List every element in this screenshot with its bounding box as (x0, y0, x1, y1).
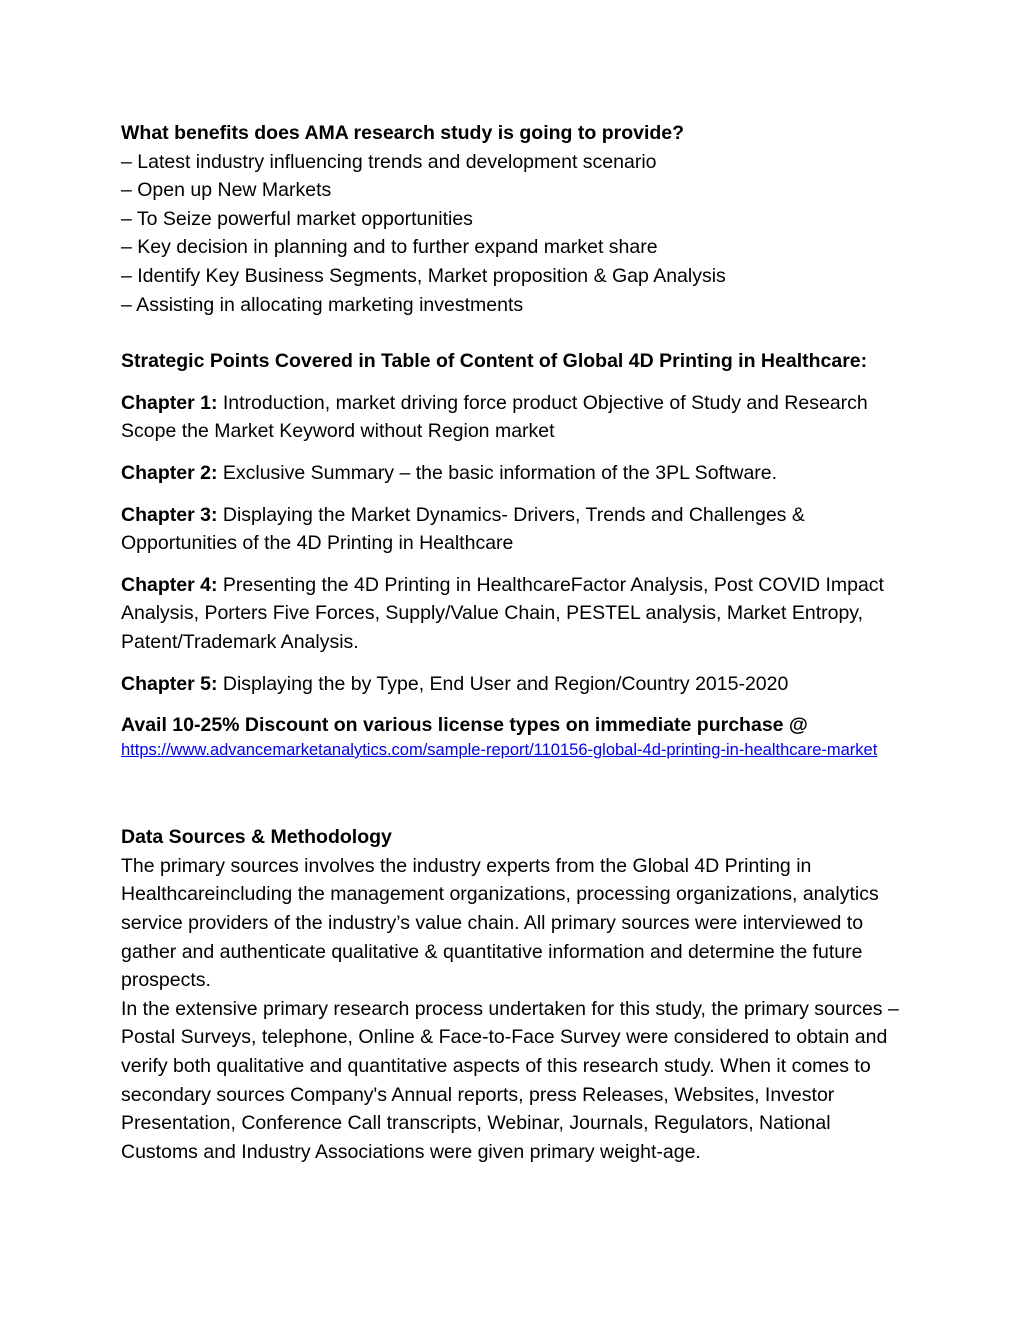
chapter-3 (121, 501, 911, 558)
chapter-label: Chapter 1: (121, 391, 218, 414)
methodology-paragraph: In the extensive primary research process undertaken for this study, the primary sources – Postal Surveys, telephone, Online & Face-to-Face Survey were considered to obtain and verify both qualitative and quantitative aspects of this research study. When it comes to secondary sources Company's Annual reports, press Releases, Websites, Investor Presentation, Conference Call transcripts, Webinar, Journals, Regulators, National Customs and Industry Associations were given primary weight-age. (121, 997, 899, 1163)
chapter-text: Displaying the by Type, End User and Region/Country 2015-2020 (217, 672, 789, 695)
chapter-2 (121, 459, 911, 488)
chapter-1 (121, 389, 911, 446)
chapter-text: Introduction, market driving force product Objective of Study and Research Scope the Market Keyword without Region market (121, 391, 868, 443)
toc-heading: Strategic Points Covered in Table of Content of Global 4D Printing in Healthcare: (121, 350, 868, 373)
chapter-label: Chapter 4: (121, 573, 218, 596)
benefit-item: – Open up New Markets (121, 179, 332, 202)
chapter-text: Exclusive Summary – the basic information of the 3PL Software. (217, 461, 778, 484)
chapter-text: Presenting the 4D Printing in HealthcareFactor Analysis, Post COVID Impact Analysis, Porters Five Forces, Supply/Value Chain, PESTEL analysis, Market Entropy, Patent/Trademark Analysis. (121, 573, 884, 653)
benefit-item: – Latest industry influencing trends and development scenario (121, 150, 657, 173)
methodology-heading: Data Sources & Methodology (121, 826, 392, 849)
benefit-item: – Assisting in allocating marketing investments (121, 293, 524, 316)
chapter-label: Chapter 3: (121, 503, 218, 526)
sample-report-link[interactable]: https://www.advancemarketanalytics.com/sample-report/110156-global-4d-printing-in-healthcare-market (121, 740, 878, 759)
chapter-4 (121, 571, 911, 657)
chapter-text: Displaying the Market Dynamics- Drivers, Trends and Challenges & Opportunities of the 4D Printing in Healthcare (121, 503, 805, 555)
chapter-label: Chapter 2: (121, 461, 218, 484)
benefits-heading: What benefits does AMA research study is going to provide? (121, 122, 685, 144)
discount-heading: Avail 10-25% Discount on various license types on immediate purchase @ (121, 714, 808, 737)
benefit-item: – Key decision in planning and to further expand market share (121, 236, 658, 259)
document-page (121, 119, 911, 1166)
chapter-label: Chapter 5: (121, 672, 218, 695)
methodology-paragraph: The primary sources involves the industry experts from the Global 4D Printing in Healthcareincluding the management organizations, processing organizations, analytics service providers of the industry’s value chain. All primary sources were interviewed to gather and authenticate qualitative & quantitative information and determine the future prospects. (121, 854, 879, 992)
benefit-item: – Identify Key Business Segments, Market proposition & Gap Analysis (121, 264, 726, 287)
benefit-item: – To Seize powerful market opportunities (121, 207, 473, 230)
chapter-5 (121, 670, 911, 699)
